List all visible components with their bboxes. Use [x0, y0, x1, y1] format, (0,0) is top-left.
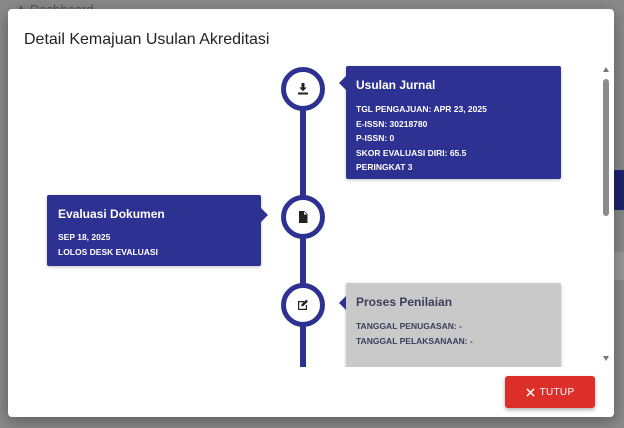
- scroll-down-arrow-icon[interactable]: [603, 356, 609, 361]
- card-title: Usulan Jurnal: [356, 78, 436, 92]
- timeline-node-assessment: [281, 283, 325, 327]
- e-issn: E-ISSN: 30218780: [356, 118, 428, 129]
- progress-modal: [8, 9, 614, 417]
- evaluation-status: LOLOS DESK EVALUASI: [58, 246, 158, 257]
- assignment-date: TANGGAL PENUGASAN: -: [356, 321, 462, 331]
- timeline-card-document: [47, 195, 261, 266]
- p-issn: P-ISSN: 0: [356, 133, 395, 143]
- scroll-up-arrow-icon[interactable]: [603, 67, 609, 72]
- self-evaluation-score: SKOR EVALUASI DIRI: 65.5: [356, 147, 467, 158]
- timeline-card-submission: [346, 66, 561, 179]
- close-icon: [526, 388, 535, 397]
- timeline-node-document: [281, 195, 325, 239]
- modal-body: [8, 65, 614, 367]
- evaluation-date: SEP 18, 2025: [58, 232, 111, 242]
- card-title: Evaluasi Dokumen: [58, 207, 165, 221]
- modal-title: Detail Kemajuan Usulan Akreditasi: [24, 31, 270, 48]
- close-button-label: TUTUP: [539, 386, 575, 398]
- submission-date: TGL PENGAJUAN: APR 23, 2025: [356, 104, 487, 114]
- card-title: Proses Penilaian: [356, 295, 453, 309]
- edit-icon: [297, 299, 309, 311]
- document-icon: [297, 211, 309, 223]
- execution-date: TANGGAL PELAKSANAAN: -: [356, 335, 473, 346]
- rank: PERINGKAT 3: [356, 162, 413, 172]
- timeline-card-assessment: [346, 283, 561, 367]
- timeline-node-submission: [281, 67, 325, 111]
- scrollbar[interactable]: [602, 65, 612, 367]
- download-icon: [297, 83, 309, 95]
- close-button[interactable]: [505, 376, 595, 408]
- scrollbar-thumb[interactable]: [603, 79, 609, 216]
